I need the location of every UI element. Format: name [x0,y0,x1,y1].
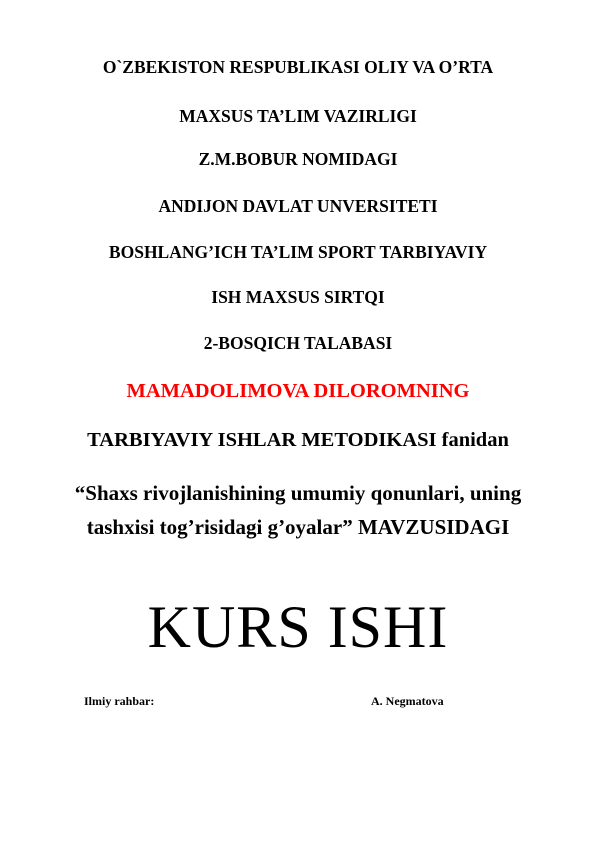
document-title: KURS ISHI [147,594,449,660]
supervisor-name: A. Negmatova [371,694,444,708]
faculty-line-1: BOSHLANG’ICH TA’LIM SPORT TARBIYAVIY [108,242,488,262]
ministry-line-1: O`ZBEKISTON RESPUBLIKASI OLIY VA O’RTA [102,57,494,77]
subject-line: TARBIYAVIY ISHLAR METODIKASI fanidan [87,429,509,451]
university-line-1: Z.M.BOBUR NOMIDAGI [198,149,398,169]
student-name: MAMADOLIMOVA DILOROMNING [126,380,470,402]
topic-line-2: tashxisi tog’risidagi g’oyalar” MAVZUSIDAGI [86,515,510,539]
supervisor-label: Ilmiy rahbar: [84,694,155,708]
faculty-line-2: ISH MAXSUS SIRTQI [211,287,385,307]
university-line-2: ANDIJON DAVLAT UNVERSITETI [158,196,438,216]
ministry-line-2: MAXSUS TA’LIM VAZIRLIGI [179,106,417,126]
course-line: 2-BOSQICH TALABASI [203,333,393,353]
topic-line-1: “Shaxs rivojlanishining umumiy qonunlari, uning [74,481,522,505]
